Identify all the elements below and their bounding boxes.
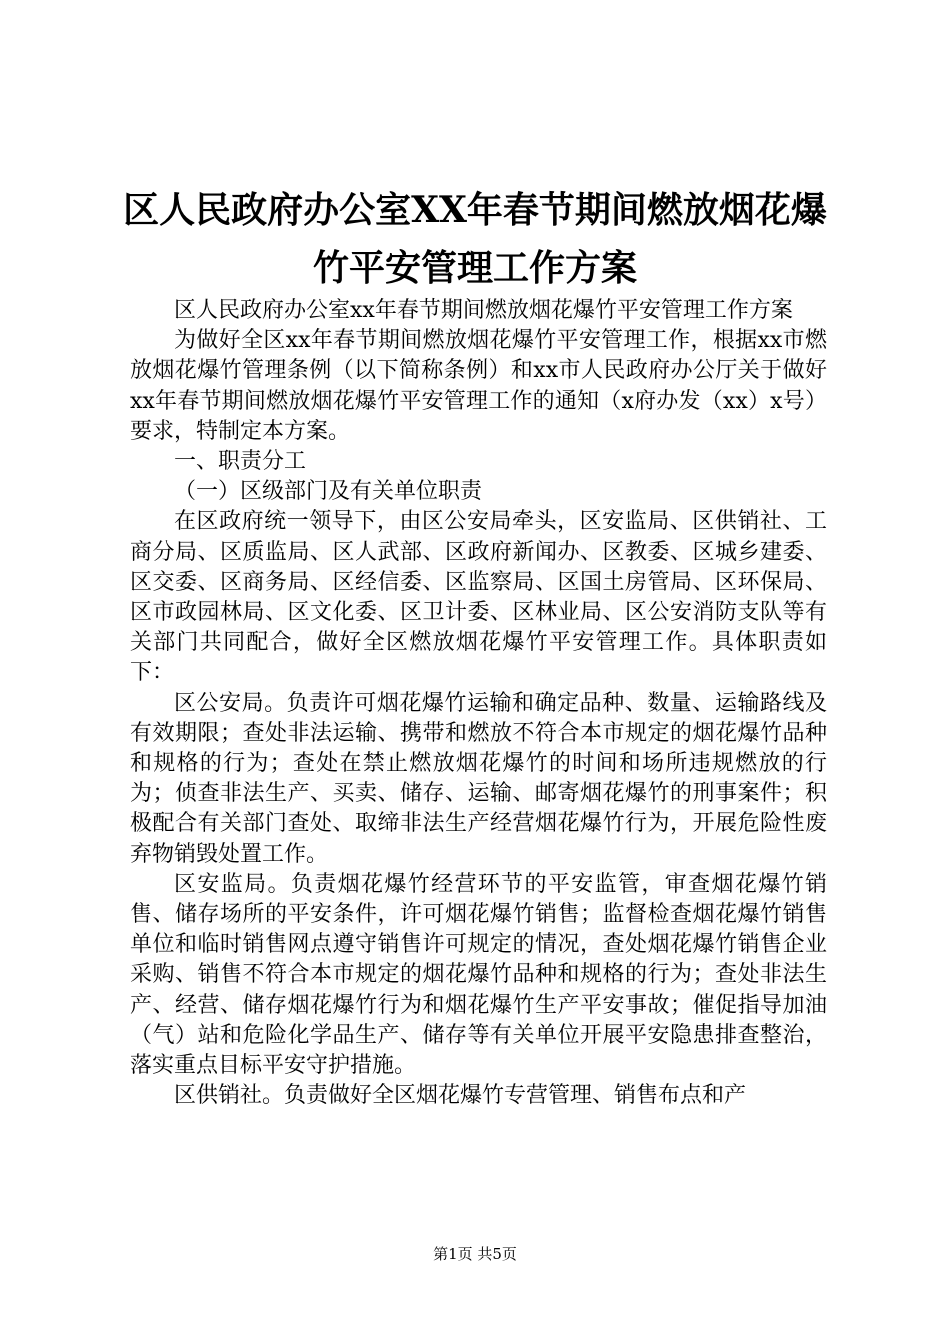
document-title-line-2: 竹平安管理工作方案 [312, 247, 637, 289]
paragraph-public-security: 区公安局。负责许可烟花爆竹运输和确定品种、数量、运输路线及有效期限；查处非法运输、携带和燃放不符合本市规定的烟花爆竹品种和规格的行为；查处在禁止燃放烟花爆竹的时间和场所违规燃放的行为；侦查非法生产、买卖、储存、运输、邮寄烟花爆竹的刑事案件；积极配合有关部门查处、取缔非法生产经营烟花爆竹行为，开展危险性废弃物销毁处置工作。 [130, 690, 827, 867]
paragraph-overview: 在区政府统一领导下，由区公安局牵头，区安监局、区供销社、工商分局、区质监局、区人武部、区政府新闻办、区教委、区城乡建委、区交委、区商务局、区经信委、区监察局、区国土房管局、区环保局、区市政园林局、区文化委、区卫计委、区林业局、区公安消防支队等有关部门共同配合，做好全区燃放烟花爆竹平安管理工作。具体职责如下： [130, 509, 827, 686]
paragraph-safety-supervision: 区安监局。负责烟花爆竹经营环节的平安监管，审查烟花爆竹销售、储存场所的平安条件，许可烟花爆竹销售；监督检查烟花爆竹销售单位和临时销售网点遵守销售许可规定的情况，查处烟花爆竹销售企业采购、销售不符合本市规定的烟花爆竹品种和规格的行为；查处非法生产、经营、储存烟花爆竹行为和烟花爆竹生产平安事故；催促指导加油（气）站和危险化学品生产、储存等有关单位开展平安隐患排查整治，落实重点目标平安守护措施。 [130, 871, 827, 1079]
paragraph-intro: 为做好全区xx年春节期间燃放烟花爆竹平安管理工作，根据xx市燃放烟花爆竹管理条例（以下简称条例）和xx市人民政府办公厅关于做好xx年春节期间燃放烟花爆竹平安管理工作的通知（x府办发（xx）x号）要求，特制定本方案。 [130, 328, 827, 444]
document-body [130, 296, 827, 1111]
paragraph-supply-marketing: 区供销社。负责做好全区烟花爆竹专营管理、销售布点和产 [174, 1083, 747, 1109]
document-title-line-1: 区人民政府办公室XX年春节期间燃放烟花爆 [123, 189, 827, 231]
subsection-heading-1: （一）区级部门及有关单位职责 [174, 479, 483, 505]
section-heading-1: 一、职责分工 [174, 449, 307, 475]
page-footer: 第1页 共5页 [433, 1245, 517, 1263]
paragraph-doc-name: 区人民政府办公室xx年春节期间燃放烟花爆竹平安管理工作方案 [174, 298, 793, 323]
